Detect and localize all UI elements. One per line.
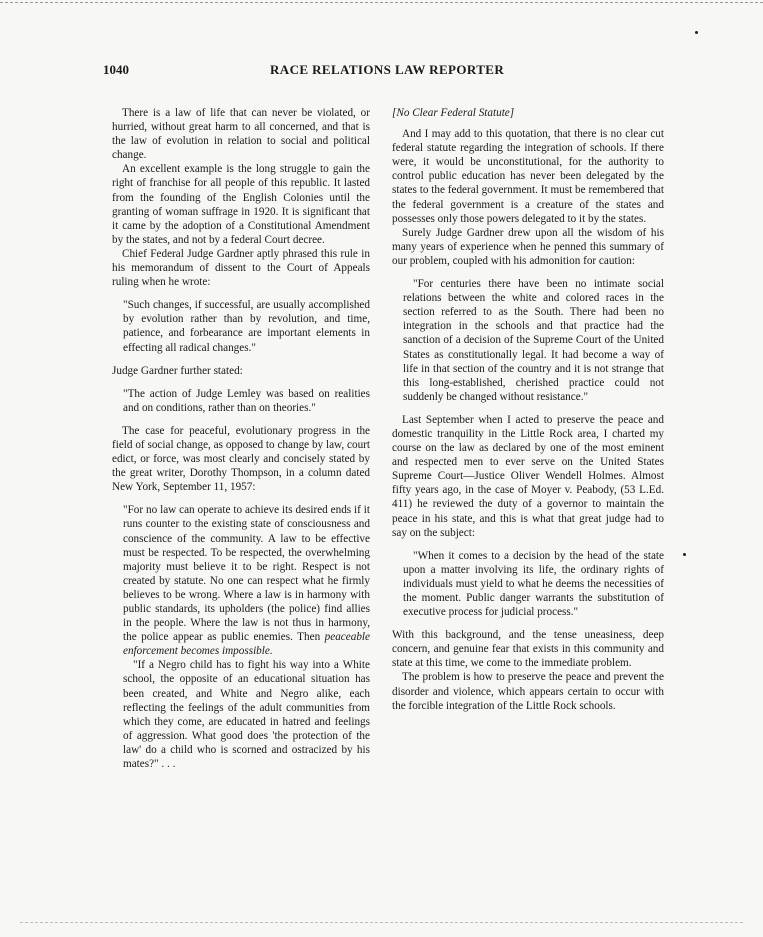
quote-emphasis: peaceable enforcement becomes impossible.	[123, 631, 371, 658]
block-quote	[403, 277, 664, 404]
quote-text: "The action of Judge Lemley was based on realities and on conditions, rather than on theories."	[123, 387, 370, 414]
quote-text: "If a Negro child has to fight his way into a White school, the opposite of an educational situation has been created, and White and Negro alike, each reflecting the feelings of the adult communities from which they come, are educated in hatred and feelings of aggression. What good does 'the protection of the law' do a child who is scorned and ostracized by his mates?" . . .	[123, 659, 370, 771]
block-quote	[123, 503, 370, 771]
scan-speck	[695, 31, 698, 34]
block-quote	[123, 387, 370, 415]
paragraph: Chief Federal Judge Gardner aptly phrased this rule in his memorandum of dissent to the Court of Appeals ruling when he wrote:	[112, 247, 370, 289]
right-column	[392, 106, 664, 713]
page-header	[95, 62, 695, 82]
running-title: RACE RELATIONS LAW REPORTER	[270, 62, 505, 77]
section-heading: [No Clear Federal Statute]	[392, 107, 515, 119]
paragraph: Surely Judge Gardner drew upon all the wisdom of his many years of experience when he penned this summary of our problem, coupled with his admonition for caution:	[392, 226, 664, 267]
page-number: 1040	[103, 62, 129, 77]
quote-text: "For centuries there have been no intimate social relations between the white and colored races in the section referred to as the South. There had been no integration in the schools and that practice had the sanction of a decision of the Supreme Court of the United States as constitutionally legal. It had become a way of life in that section of the country and it is not strange that this long-established, cherished practice could not suddenly be changed without resistance."	[403, 278, 664, 403]
paragraph: With this background, and the tense uneasiness, deep concern, and genuine fear that exists in this community and state at this time, we come to the immediate problem.	[392, 629, 664, 670]
quote-text: "When it comes to a decision by the head of the state upon a matter involving its life, the ordinary rights of individuals must yield to what he deems the necessities of the moment. Public danger warrants the substitution of executive process for judicial process."	[403, 549, 664, 619]
quote-text: "Such changes, if successful, are usually accomplished by evolution rather than by revolution, and time, patience, and forbearance are important elements in effecting all radical changes."	[123, 299, 370, 354]
block-quote	[123, 298, 370, 354]
paragraph: Last September when I acted to preserve the peace and domestic tranquility in the Little Rock area, I charted my course on the law as declared by one of the most eminent and respected men to ever serve on the United States Supreme Court—Justice Oliver Wendell Holmes. Almost fifty years ago, in the case of Moyer v. Peabody, (53 L.Ed. 411) he reviewed the duty of a governor to maintain the peace in his state, and this is what that great judge had to say on the subject:	[392, 413, 664, 539]
page-bottom-edge	[20, 922, 743, 923]
scan-speck	[683, 553, 686, 556]
paragraph: Judge Gardner further stated:	[112, 364, 243, 377]
block-quote	[403, 549, 664, 619]
paragraph: The problem is how to preserve the peace and prevent the disorder and violence, which appears certain to occur with the forcible integration of the Little Rock schools.	[392, 671, 664, 712]
paragraph: The case for peaceful, evolutionary progress in the field of social change, as opposed to change by law, court edict, or force, was most clearly and concisely stated by the great writer, Dorothy Thompson, in a column dated New York, September 11, 1957:	[112, 424, 370, 494]
quote-text-part: "For no law can operate to achieve its desired ends if it runs counter to the existing state of consciousness and conscience of the community. A law to be effective must be respected. To be respected, the overwhelming majority must believe it to be right. Respect is not created by statute. No one can respect what he firmly believes to be wrong. Where a law is in harmony with public standards, its upholders (the police) find allies in the people. Where the law is not thus in harmony, the police appear as public enemies. Then	[123, 504, 370, 644]
left-column	[112, 106, 370, 780]
quote-text	[123, 503, 370, 658]
paragraph: An excellent example is the long struggle to gain the right of franchise for all people of this republic. It lasted from the founding of the English Colonies until the granting of woman suffrage in 1920. It is significant that it came by the adoption of a Constitutional Amendment by the states, and not by a federal Court decree.	[112, 163, 370, 246]
paragraph: There is a law of life that can never be violated, or hurried, without great harm to all concerned, and that is the law of evolution in relation to social and political change.	[112, 107, 370, 162]
page-top-edge	[0, 2, 763, 3]
paragraph: And I may add to this quotation, that there is no clear cut federal statute regarding the integration of schools. If there were, it would be unconstitutional, for the authority to control public education has never been delegated by the states to the federal government. It must be remembered that the federal government is a creature of the states and possesses only those powers delegated to it by the states.	[392, 128, 664, 225]
